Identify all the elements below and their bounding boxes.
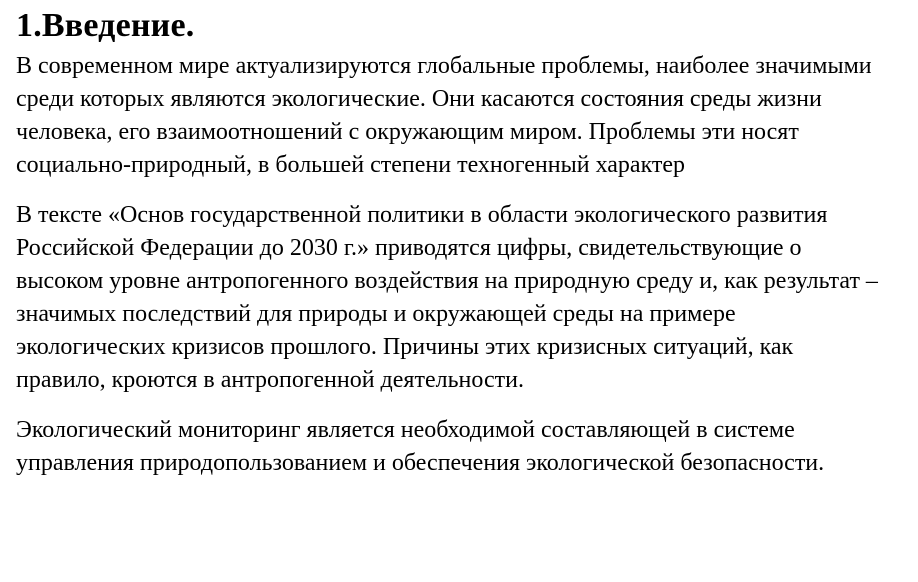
paragraph-policy: В тексте «Основ государственной политики в области экологического развития Российской Федерации до 2030 г.» приводятся цифры, свидетельствующие о высоком уровне антропогенного воздействия на природную среду и, как результат – значимых последствий для природы и окружающей среды на примере экологических кризисов прошлого. Причины этих кризисных ситуаций, как правило, кроются в антропогенной деятельности. [16, 202, 878, 393]
paragraph-intro: В современном мире актуализируются глобальные проблемы, наиболее значимыми среди которых являются экологические. Они касаются состояния среды жизни человека, его взаимоотношений с окружающим миром. Проблемы эти носят социально-природный, в большей степени техногенный характер [16, 53, 872, 178]
paragraph-monitoring: Экологический мониторинг является необходимой составляющей в системе управления природопользованием и обеспечения экологической безопасности. [16, 417, 825, 476]
section-heading: 1.Введение. [16, 7, 195, 44]
